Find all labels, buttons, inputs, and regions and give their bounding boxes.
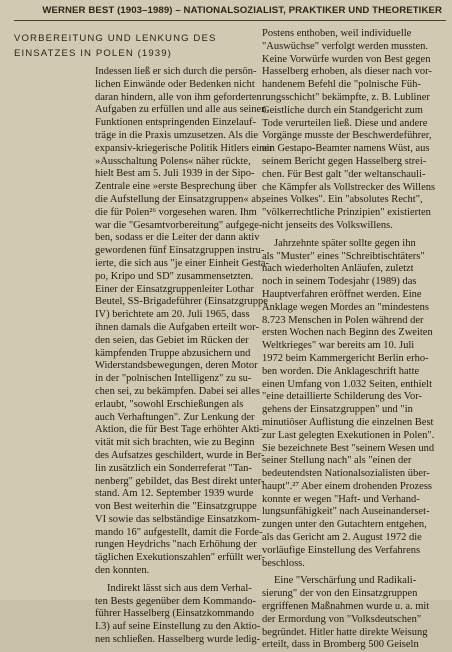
text-line: führer Hasselberg (Einsatzkommando (95, 608, 255, 620)
right-text-column (262, 28, 442, 652)
text-line: beschloss. (262, 557, 305, 569)
text-line: bedeutendsten Nationalsozialisten über- (262, 468, 430, 480)
text-line: die Aufstellung der Einsatzgruppen« ab, (95, 193, 264, 205)
text-line: rungen Heydrichs "nach Erhöhung der (95, 539, 257, 551)
text-line: vität mit sich brachten, wie zu Beginn (95, 437, 255, 449)
text-line: ergriffenen Maßnahmen wurde u. a. mit (262, 601, 430, 613)
text-line: lichen Einwände oder Bedenken nicht (95, 78, 255, 90)
text-line: ben worden. Die Anklageschrift hatte (262, 365, 420, 377)
text-line: minutiöser Auflistung die einzelnen Best (262, 416, 434, 428)
text-line: 1972 beim Kammergericht Berlin erho- (262, 352, 429, 364)
text-line: als das Gericht am 2. August 1972 die (262, 532, 422, 544)
text-line: Jahrzehnte später sollte gegen ihn (274, 237, 416, 249)
text-line: expansiv-kriegerische Politik Hitlers einer (95, 142, 273, 154)
text-line: seines Volkes". Ein "absolutes Recht", (262, 194, 423, 206)
text-line: war die "Gesamtvorbereitung" aufgege- (95, 219, 263, 231)
text-line: ihnen damals die Aufgaben erteilt wor- (95, 321, 259, 333)
text-line: Anklage wegen Mordes an "mindestens (262, 301, 429, 313)
text-line: gewordenen fünf Einsatzgruppen instru- (95, 245, 265, 257)
text-line: Postens enthoben, weil individuelle (262, 28, 412, 39)
text-line: »Ausschaltung Polens« näher rückte, (95, 155, 251, 167)
text-line: Einer der Einsatzgruppenleiter Lothar (95, 283, 254, 295)
text-line: ein Gestapo-Beamter namens Wüst, aus (262, 143, 430, 155)
text-line: träge in die Praxis umzusetzen. Als die (95, 129, 259, 141)
text-line: po, Kripo und SD" zusammensetzten. (95, 270, 254, 282)
text-line: zur Last gelegten Exekutionen in Polen". (262, 429, 435, 441)
text-line: begründet. Hitler hatte direkte Weisung (262, 626, 428, 638)
text-line: lin zusätzlich ein Sonderreferat "Tan- (95, 462, 252, 474)
text-line: sierung" der von den Einsatzgruppen (262, 588, 418, 600)
text-line: Indessen ließ er sich durch die persön- (95, 66, 257, 77)
text-line: täglichen Exekutionszahlen" erfüllt wer- (95, 552, 265, 564)
text-line: mando 16" aufgestellt, damit die Forde- (95, 526, 263, 538)
header-rule (14, 20, 446, 21)
text-line: Tode verurteilen ließ. Diese und andere (262, 117, 428, 129)
text-line: ben, sodass er die Leiter der dann aktiv (95, 232, 260, 244)
text-line: auch Verhaftungen". Zur Lenkung der (95, 411, 255, 423)
text-line: Hauptverfahren eröffnet werden. Eine (262, 288, 422, 300)
text-line: stand. Am 12. September 1939 wurde (95, 488, 254, 500)
text-line: seiner Stellung nach" als "einen der (262, 455, 412, 467)
section-title (14, 31, 234, 61)
text-line: ten Bests gegenüber dem Kommando- (95, 595, 256, 607)
text-line: ersten Wochen nach Beginn des Zweiten (262, 327, 433, 339)
text-line: konnte er wegen "Haft- und Verhand- (262, 493, 420, 505)
left-text-column (95, 66, 273, 647)
text-line: den seien, das Gebiet im Rücken der (95, 334, 249, 346)
text-line: ierte, die sich aus "je einer Einheit Gesta- (95, 257, 269, 269)
text-line: Zentrale eine »erste Besprechung über (95, 181, 257, 193)
text-line: kämpfenden Truppe abzusichern und (95, 347, 251, 359)
text-line: der Ermordung von "Volksdeutschen" (262, 613, 422, 625)
text-line: "völkerrechtliche Prinzipien" existierten (262, 207, 431, 219)
text-line: von Best weiterhin die "Einsatzgruppe (95, 501, 257, 513)
text-line: che Kämpfer als Vollstrecker des Willens (262, 181, 436, 193)
text-line: Funktionen entspringenden Einzelauf- (95, 117, 256, 129)
text-line: nenberg" gebildet, das Best direkt unter- (95, 475, 265, 487)
text-line: erlaubt, "sowohl Erschießungen als (95, 398, 244, 410)
text-line: als "Muster" eines "Schreibtischtäters" (262, 250, 425, 262)
text-line: Indirekt lässt sich aus dem Verhal- (107, 582, 252, 594)
text-line: Weltkrieges" war bereits am 10. Juli (262, 340, 415, 352)
text-line: Geistliche durch ein Standgericht zum (262, 104, 423, 116)
text-line: Aufgaben zu erfüllen und alle aus seinen (95, 104, 267, 116)
text-line: Widerstandsbewegungen, deren Motor (95, 360, 258, 372)
text-line: nen schließen. Hasselberg wurde ledig- (95, 634, 261, 646)
text-line: VI sowie das selbständige Einsatzkom- (95, 513, 261, 525)
text-line: "eine detaillierte Schilderung des Vor- (262, 391, 422, 403)
text-line: nach wiederholten Anläufen, zuletzt (262, 263, 414, 275)
section-title-line-2: EINSATZES IN POLEN (1939) (14, 48, 172, 59)
text-line: chen sei, zu bekämpfen. Dabei sei alles (95, 385, 261, 397)
text-line: noch in seinem Todesjahr (1989) das (262, 276, 417, 288)
text-line: daran hindern, alle von ihm geforderten (95, 91, 262, 103)
section-title-line-1: VORBEREITUNG UND LENKUNG DES (14, 33, 217, 44)
text-line: Aktion, die für Best Tage erhöhter Akti- (95, 424, 263, 436)
text-line: Keine Vorwürfe wurden von Best gegen (262, 53, 431, 65)
text-line: haupt".²⁷ Aber einem drohenden Prozess (262, 480, 433, 492)
text-line: chen. Für Best galt "der weltanschauli- (262, 168, 426, 180)
text-line: IV) berichtete am 20. Juli 1965, dass (95, 309, 250, 321)
text-line: gehens der Einsatzgruppen" und "in (262, 404, 413, 416)
text-line: erteilt, dass in Bromberg 500 Geiseln (262, 639, 419, 651)
text-line: lungsunfähigkeit" nach Auseinanderset- (262, 506, 430, 518)
text-line: rungsschicht" bekämpfte, z. B. Lubliner (262, 91, 430, 103)
text-line: Eine "Verschärfung und Radikali- (274, 575, 417, 587)
text-line: zungen unter den Gutachtern entgehen, (262, 519, 427, 531)
text-line: 8.723 Menschen in Polen während der (262, 314, 424, 326)
text-line: hielt Best am 5. Juli 1939 in der Sipo- (95, 168, 255, 180)
text-line: Sie bezeichnete Best "seinem Wesen und (262, 442, 435, 454)
text-line: einen Umfang von 1.032 Seiten, enthielt (262, 378, 433, 390)
running-head: WERNER BEST (1903–1989) – NATIONALSOZIALIST, PRAKTIKER UND THEORETIKER (42, 5, 442, 16)
text-line: seinem Bericht gegen Hasselberg strei- (262, 155, 427, 167)
text-line: I.3) auf seine Einstellung zu den Aktio- (95, 621, 261, 633)
text-line: Beutel, SS-Brigadeführer (Einsatzgruppe (95, 296, 268, 308)
text-line: des Aufsatzes geschildert, wurde in Ber- (95, 449, 265, 461)
text-line: vorläufige Einstellung des Verfahrens (262, 544, 421, 556)
text-line: die für Polen²⁶ vorgesehen waren. Ihm (95, 206, 257, 218)
text-line: Vorgänge musste der Beschwerdeführer, (262, 130, 432, 142)
text-line: den konnten. (95, 565, 150, 577)
text-line: Hasselberg erhoben, als dieser nach vor- (262, 66, 432, 78)
text-line: "Auswüchse" verfolgt werden mussten. (262, 40, 429, 52)
text-line: handenem Befehl die "polnische Füh- (262, 79, 421, 91)
text-line: nicht jenseits des Volkswillens. (262, 219, 393, 231)
text-line: in der "polnischen Intelligenz" zu su- (95, 373, 252, 385)
